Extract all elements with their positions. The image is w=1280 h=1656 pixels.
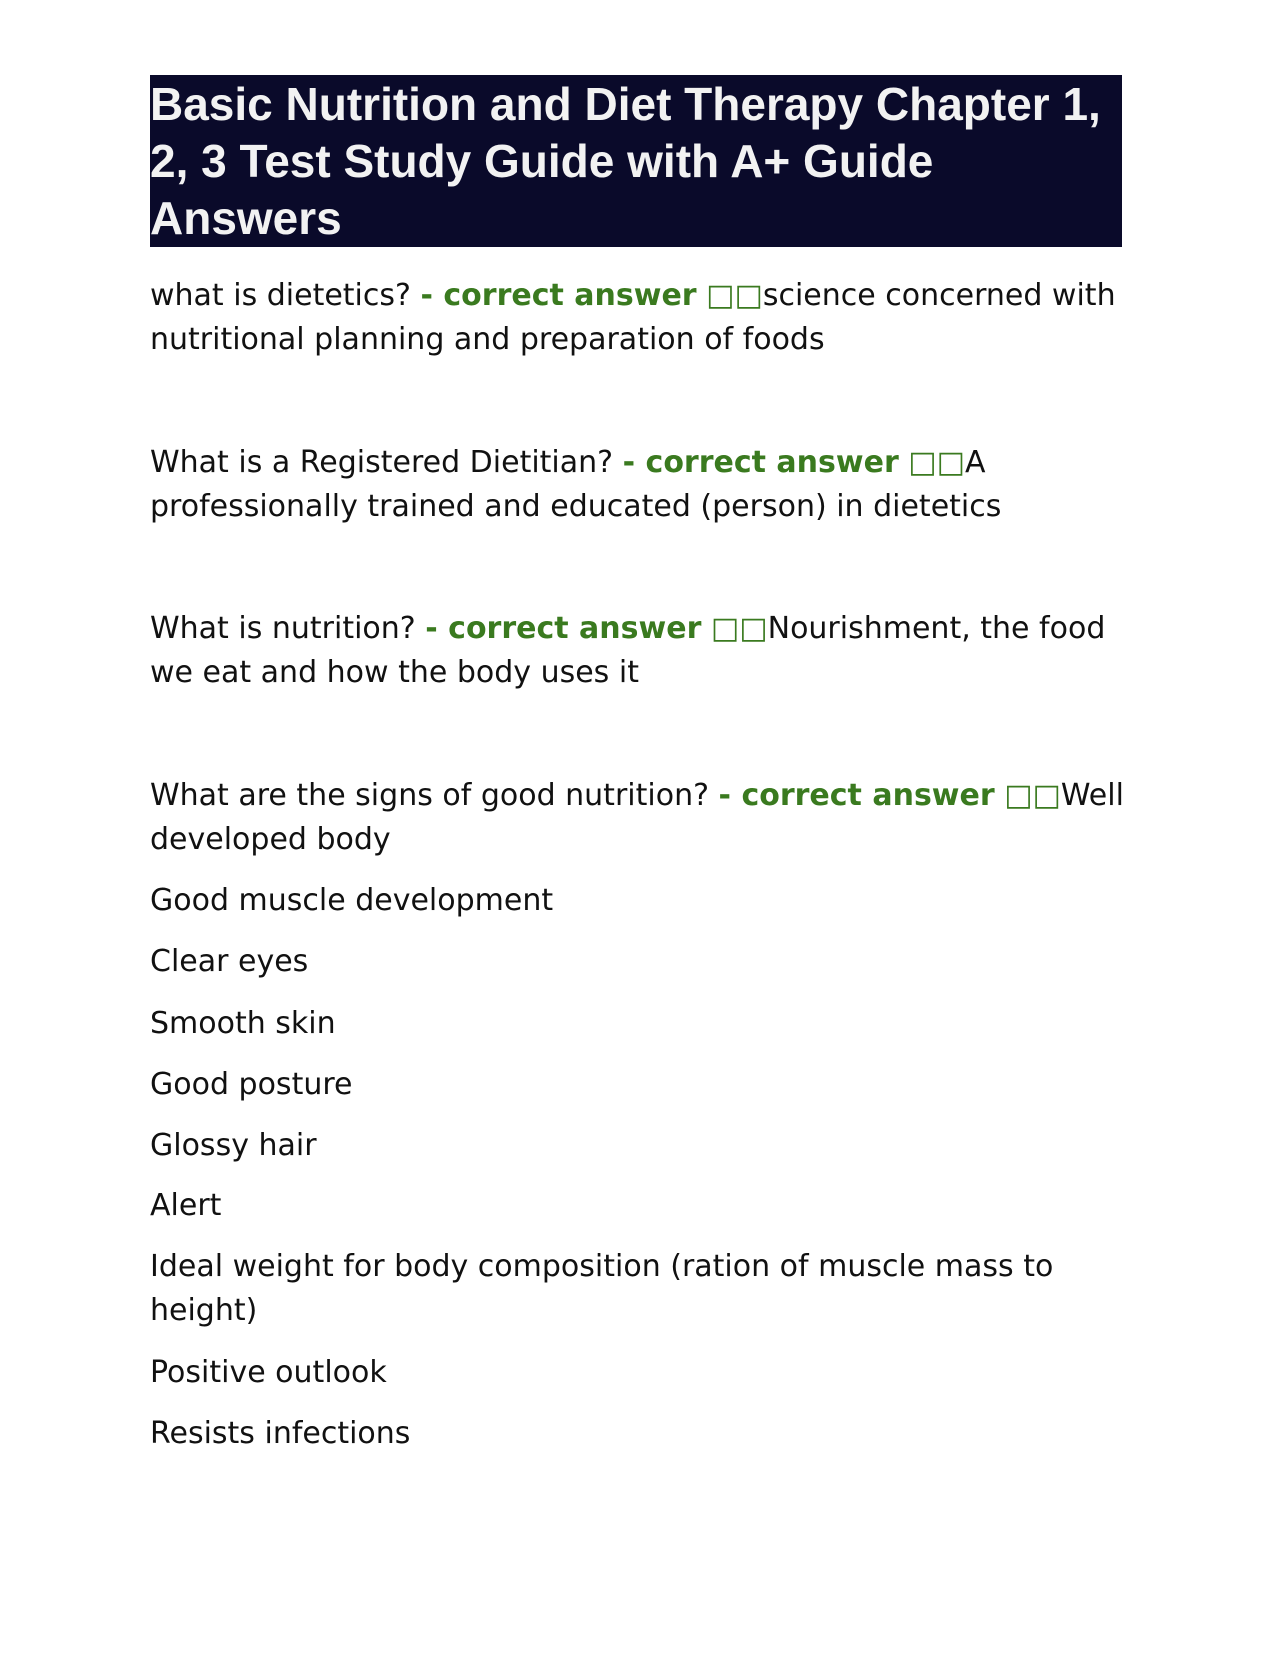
correct-answer-marker: - correct answer [622,445,899,480]
answer: science concerned with nutritional planning and preparation of foods [150,278,1116,357]
correct-answer-marker: - correct answer [420,278,697,313]
qa-item [150,441,1130,529]
question: What are the signs of good nutrition? [150,778,709,813]
list-item: Good posture [150,1067,353,1102]
answer: A professionally trained and educated (person) in dietetics [150,445,1002,524]
qa-item [150,607,1130,695]
document-title: Basic Nutrition and Diet Therapy Chapter 1, 2, 3 Test Study Guide with A+ Guide Answers [150,75,1122,247]
missing-glyph-icon: □□ [710,611,768,646]
list-item: Alert [150,1188,222,1223]
qa-item [150,774,1130,862]
answer: Well developed body [150,778,1124,857]
list-item: Smooth skin [150,1006,336,1041]
list-item: Resists infections [150,1416,411,1451]
missing-glyph-icon: □□ [1004,778,1061,813]
list-item: Clear eyes [150,944,309,979]
list-item: Positive outlook [150,1355,387,1390]
list-item: Good muscle development [150,883,554,918]
question: What is nutrition? [150,611,416,646]
answer: Nourishment, the food we eat and how the body uses it [150,611,1106,690]
qa-item [150,274,1130,362]
missing-glyph-icon: □□ [908,445,965,480]
list-item: Glossy hair [150,1128,317,1163]
list-item: Ideal weight for body composition (ration of muscle mass to height) [150,1249,1054,1328]
missing-glyph-icon: □□ [706,278,763,313]
correct-answer-marker: - correct answer [718,778,995,813]
correct-answer-marker: - correct answer [425,611,702,646]
question: what is dietetics? [150,278,411,313]
question: What is a Registered Dietitian? [150,445,614,480]
